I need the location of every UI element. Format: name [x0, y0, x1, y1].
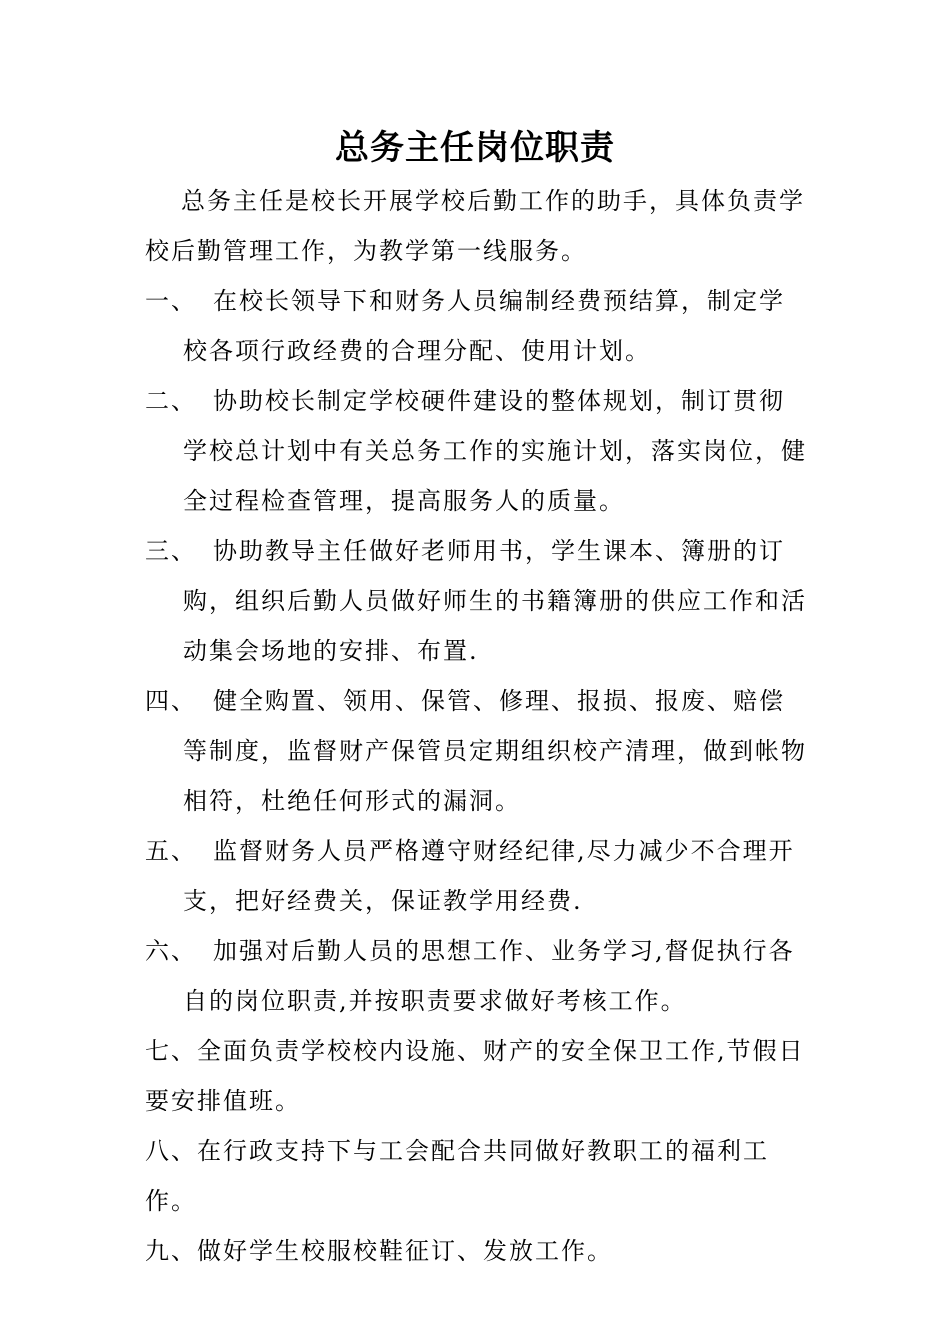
item-text: 加强对后勤人员的思想工作、业务学习,督促执行各自的岗位职责,并按职责要求做好考核工作。 — [183, 937, 795, 1015]
list-item — [145, 276, 810, 376]
list-item — [145, 526, 810, 676]
item-number: 三、 — [145, 537, 197, 565]
intro-paragraph: 总务主任是校长开展学校后勤工作的助手，具体负责学校后勤管理工作，为教学第一线服务。 — [145, 187, 805, 265]
document-body — [145, 176, 810, 1276]
item-number: 一、 — [145, 287, 197, 315]
item-number: 五、 — [145, 837, 197, 865]
item-number: 六、 — [145, 937, 197, 965]
list-item — [145, 926, 810, 1026]
page-title: 总务主任岗位职责 — [335, 128, 615, 168]
item-text: 监督财务人员严格遵守财经纪律,尽力减少不合理开支，把好经费关，保证教学用经费. — [183, 837, 795, 915]
list-item: 八、在行政支持下与工会配合共同做好教职工的福利工作。 — [145, 1137, 769, 1215]
item-text: 在校长领导下和财务人员编制经费预结算，制定学校各项行政经费的合理分配、使用计划。 — [183, 287, 785, 365]
item-number: 二、 — [145, 387, 197, 415]
item-text: 健全购置、领用、保管、修理、报损、报废、赔偿等制度，监督财产保管员定期组织校产清理，做到帐物相符，杜绝任何形式的漏洞。 — [183, 687, 807, 815]
list-item — [145, 676, 810, 826]
list-item: 九、做好学生校服校鞋征订、发放工作。 — [145, 1237, 613, 1265]
list-item — [145, 826, 810, 926]
list-item — [145, 376, 810, 526]
item-text: 协助校长制定学校硬件建设的整体规划，制订贯彻学校总计划中有关总务工作的实施计划，落实岗位，健全过程检查管理，提高服务人的质量。 — [183, 387, 807, 515]
item-text: 协助教导主任做好老师用书，学生课本、簿册的订购，组织后勤人员做好师生的书籍簿册的供应工作和活动集会场地的安排、布置. — [183, 537, 807, 665]
list-item: 七、全面负责学校校内设施、财产的安全保卫工作,节假日要安排值班。 — [145, 1037, 805, 1115]
item-number: 四、 — [145, 687, 197, 715]
